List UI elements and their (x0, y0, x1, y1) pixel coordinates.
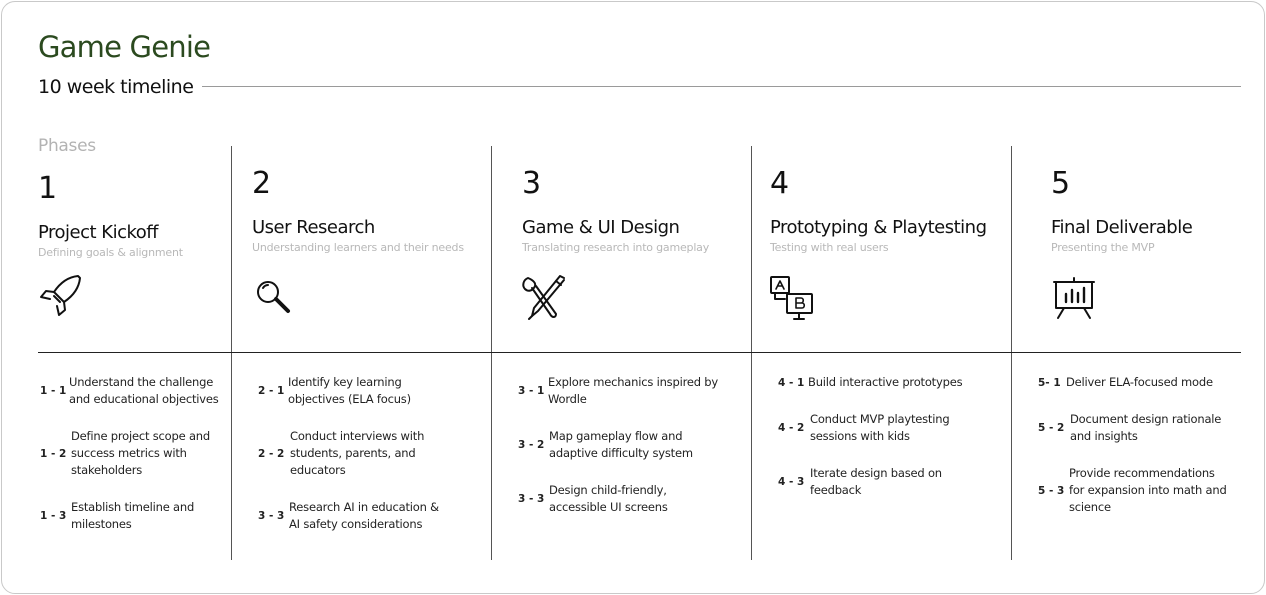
task-item (258, 428, 428, 479)
task-item (40, 499, 220, 533)
task-text: Map gameplay flow and adaptive difficulty system (549, 429, 693, 460)
task-text: Deliver ELA-focused mode (1066, 375, 1213, 389)
task-id: 3 - 3 (258, 510, 285, 522)
column-divider (231, 146, 232, 560)
phase-2-description: Understanding learners and their needs (252, 241, 464, 254)
phase-2-name: User Research (252, 217, 375, 238)
timeline-subtitle: 10 week timeline (38, 76, 194, 98)
phase-number: 3 (522, 166, 542, 201)
task-text: Establish timeline and milestones (71, 500, 195, 531)
task-id: 2 - 2 (258, 447, 285, 460)
ab-testing-icon (769, 275, 815, 321)
task-text: Research AI in education & AI safety considerations (289, 500, 439, 531)
phase-number: 2 (252, 166, 272, 201)
rocket-icon (38, 272, 84, 318)
phase-number: 4 (770, 166, 790, 201)
task-text: Conduct interviews with students, parents, and educators (290, 429, 425, 477)
task-item (1038, 411, 1238, 445)
task-text: Identify key learning objectives (ELA focus) (288, 375, 411, 406)
task-id: 1 - 2 (40, 447, 67, 460)
task-id: 3 - 3 (518, 493, 545, 505)
phase-2-number (252, 166, 272, 201)
task-id: 5 - 2 (1038, 422, 1065, 434)
task-id: 3 - 2 (518, 439, 545, 451)
task-item (778, 411, 958, 445)
column-divider (1011, 146, 1012, 560)
task-id: 5- 1 (1038, 376, 1061, 389)
task-item (1038, 374, 1238, 391)
column-divider (751, 146, 752, 560)
task-text: Build interactive prototypes (808, 375, 963, 389)
task-item (1038, 465, 1228, 516)
phase-3-number (522, 166, 542, 201)
task-id: 5 - 3 (1038, 484, 1065, 497)
phase-4-number (770, 166, 790, 201)
task-id: 3 - 1 (518, 385, 545, 397)
phase-divider (38, 352, 1241, 353)
task-text: Conduct MVP playtesting sessions with kids (810, 412, 950, 443)
task-id: 4 - 1 (778, 376, 805, 389)
phase-4-description: Testing with real users (770, 241, 889, 254)
phase-number: 1 (38, 171, 58, 206)
task-text: Design child-friendly, accessible UI screens (549, 483, 668, 514)
task-item (40, 374, 230, 408)
page-title: Game Genie (38, 30, 211, 64)
task-id: 1 - 1 (40, 385, 67, 397)
phase-number: 5 (1051, 166, 1071, 201)
phase-1-description: Defining goals & alignment (38, 246, 183, 259)
presentation-icon (1050, 276, 1096, 322)
phase-4-name: Prototyping & Playtesting (770, 217, 987, 238)
task-text: Provide recommendations for expansion into math and science (1069, 466, 1227, 514)
phase-3-description: Translating research into gameplay (522, 241, 710, 254)
design-tools-icon (520, 274, 566, 320)
task-item (778, 465, 958, 499)
subtitle-divider (202, 86, 1241, 87)
task-item (518, 482, 698, 516)
phase-1-name: Project Kickoff (38, 222, 158, 243)
phase-5-name: Final Deliverable (1051, 217, 1193, 238)
phase-5-number (1051, 166, 1071, 201)
task-text: Define project scope and success metrics with stakeholders (71, 429, 210, 477)
task-item (518, 428, 698, 462)
task-item (40, 428, 220, 479)
column-divider (491, 146, 492, 560)
task-item (258, 499, 448, 533)
phase-1-number (38, 171, 58, 206)
magnifier-icon (252, 276, 298, 322)
task-id: 4 - 3 (778, 476, 805, 488)
task-text: Document design rationale and insights (1070, 412, 1222, 443)
task-item (258, 374, 458, 408)
task-item (778, 374, 978, 391)
task-text: Understand the challenge and educational objectives (69, 375, 219, 406)
task-item (518, 374, 718, 408)
phase-5-description: Presenting the MVP (1051, 241, 1155, 254)
task-id: 2 - 1 (258, 385, 285, 397)
task-id: 1 - 3 (40, 510, 67, 522)
task-id: 4 - 2 (778, 422, 805, 434)
task-text: Iterate design based on feedback (810, 466, 942, 497)
phases-label: Phases (38, 136, 96, 156)
task-text: Explore mechanics inspired by Wordle (548, 375, 718, 406)
phase-3-name: Game & UI Design (522, 217, 680, 238)
